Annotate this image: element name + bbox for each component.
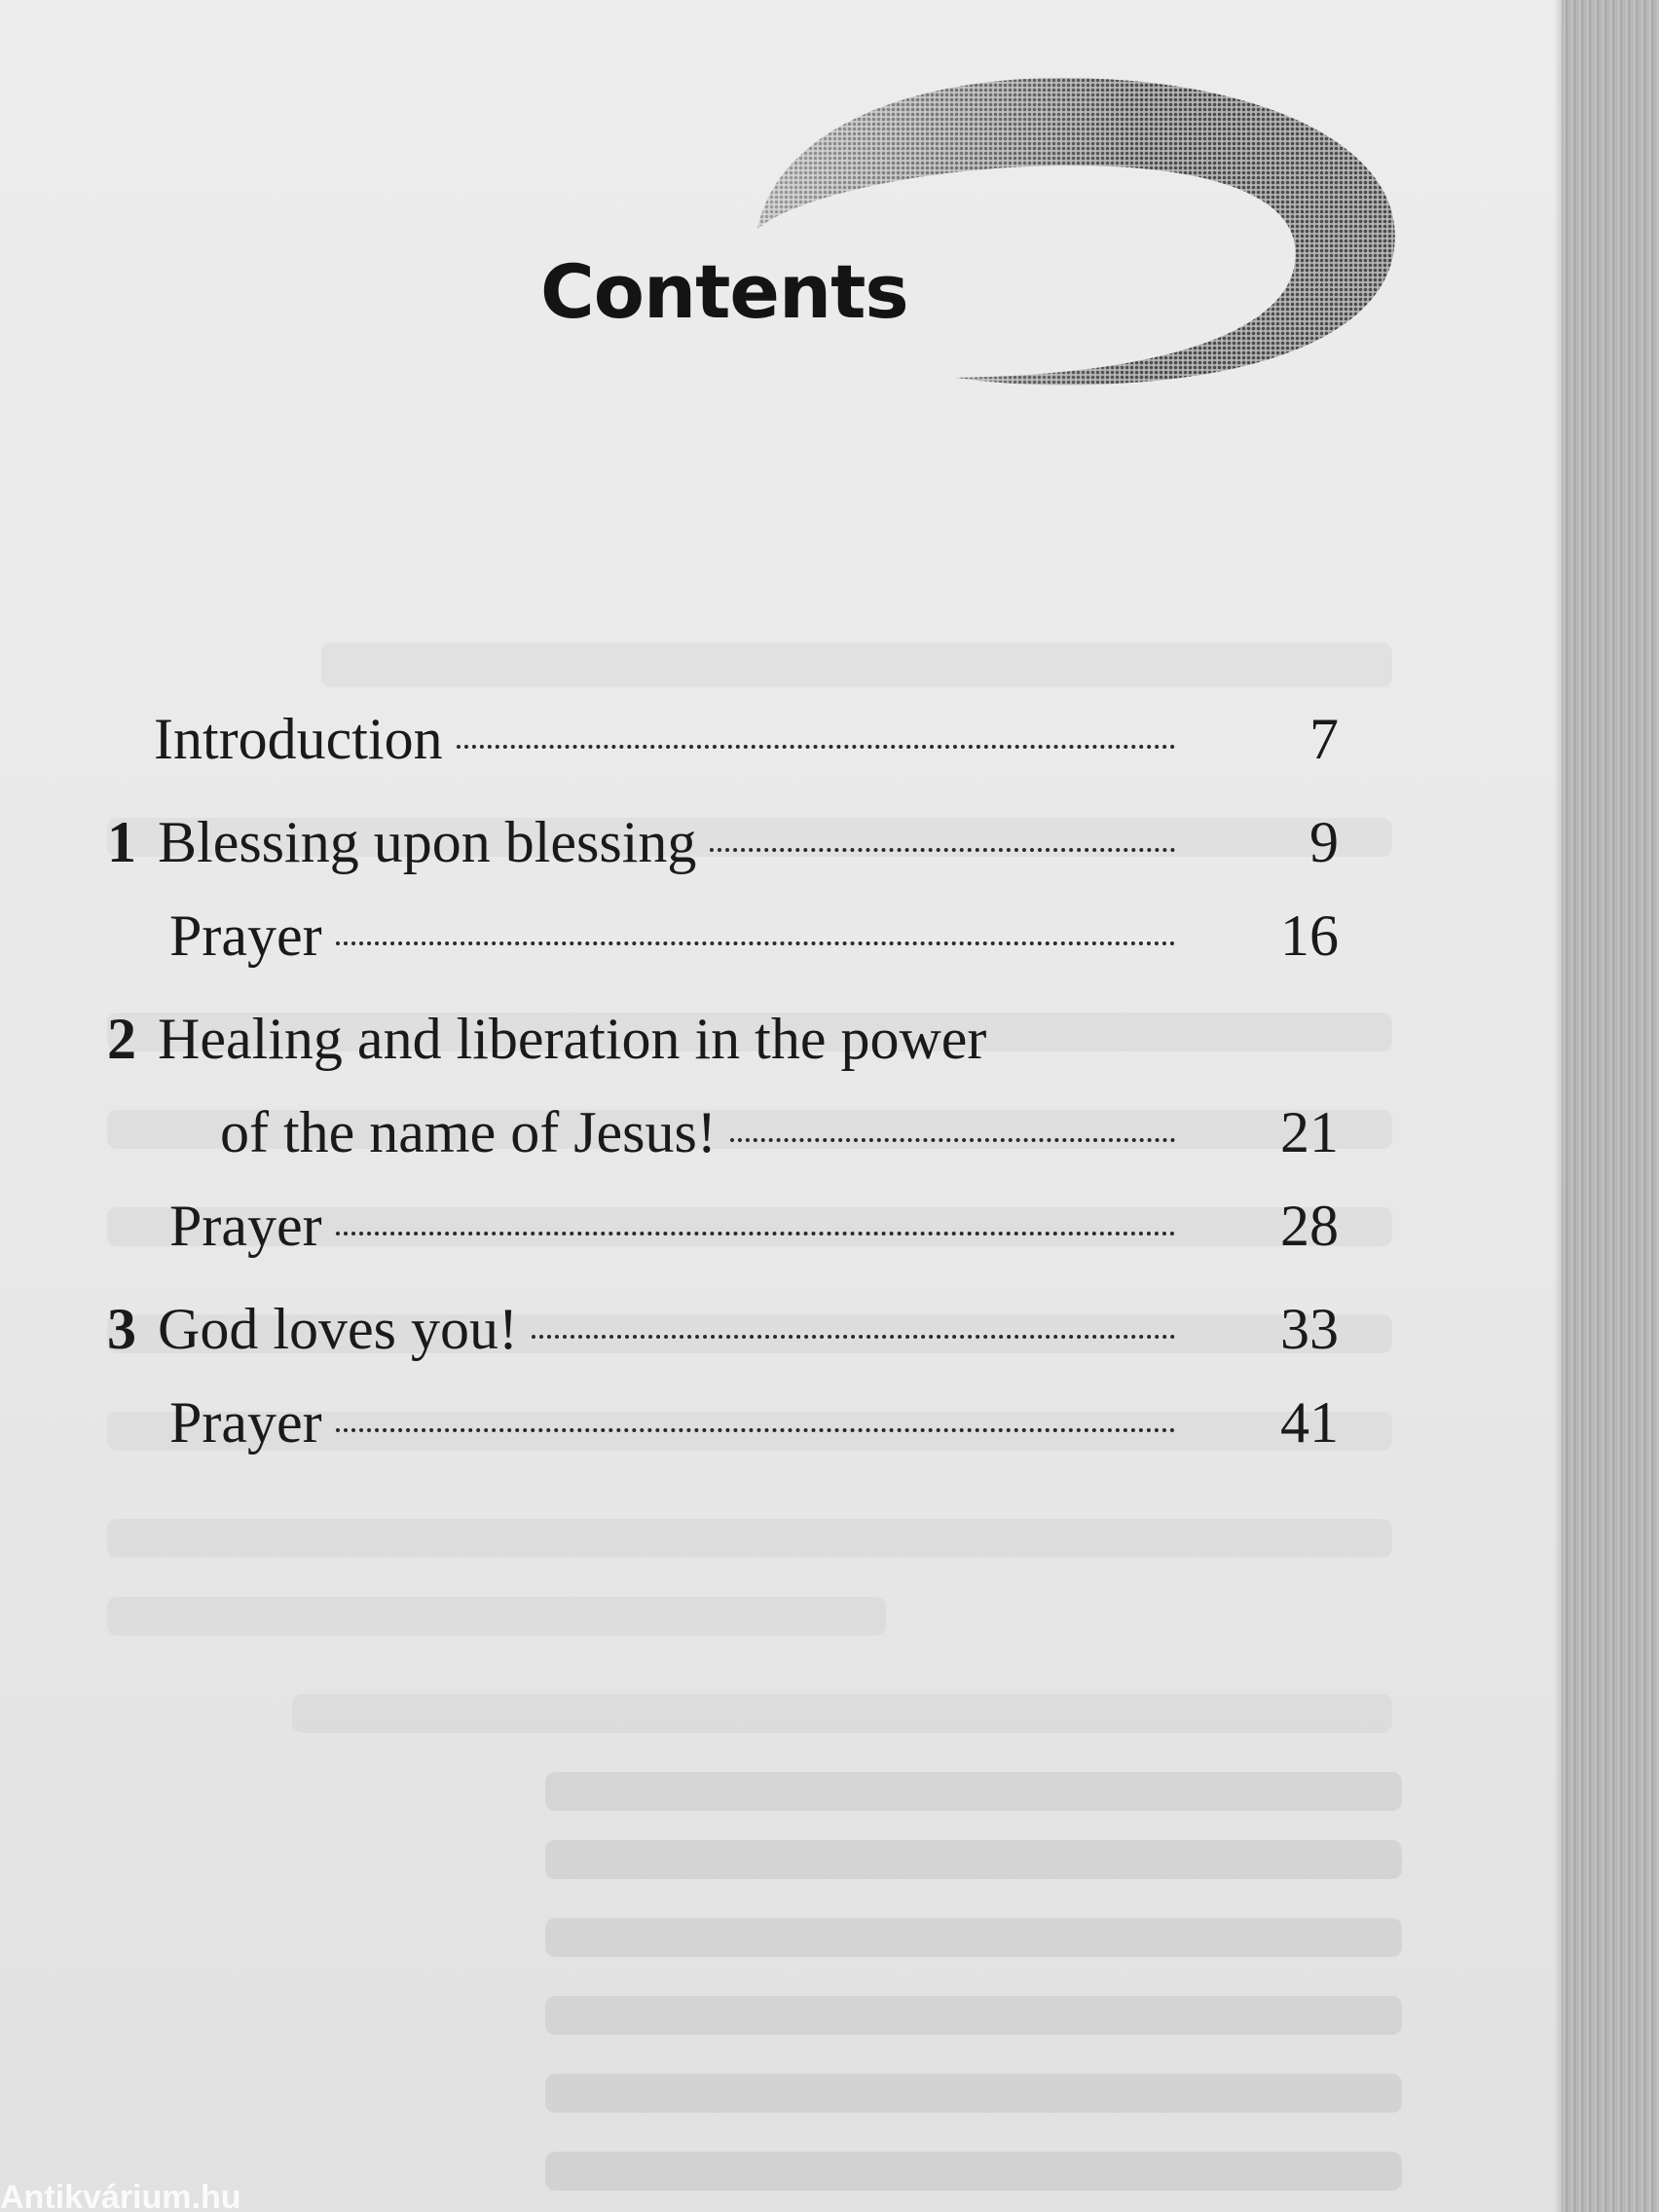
toc-entry-title-continued: of the name of Jesus! xyxy=(220,1100,717,1164)
toc-entry-chapter-1-prayer xyxy=(107,903,1339,996)
toc-entry-chapter-2 xyxy=(107,1006,1339,1099)
toc-entry-chapter-2-continued xyxy=(107,1099,1339,1193)
dot-leader xyxy=(730,1138,1175,1142)
toc-entry-title: Prayer xyxy=(169,1194,322,1258)
dot-leader xyxy=(336,1428,1175,1432)
toc-page-number: 28 xyxy=(1280,1194,1339,1258)
toc-chapter-number: 1 xyxy=(107,810,136,874)
toc-entry-title: Prayer xyxy=(169,1390,322,1455)
toc-entry-title: Blessing upon blessing xyxy=(158,810,697,874)
toc-page-number: 16 xyxy=(1280,903,1339,968)
page-stack-edge xyxy=(1562,0,1659,2212)
toc-entry-chapter-3-prayer xyxy=(107,1389,1339,1483)
toc-entry-title: Prayer xyxy=(169,903,322,968)
table-of-contents xyxy=(107,706,1339,1483)
toc-page-number: 41 xyxy=(1280,1390,1339,1455)
toc-entry-title: Healing and liberation in the power xyxy=(158,1007,987,1071)
toc-page-number: 21 xyxy=(1280,1100,1339,1164)
toc-chapter-number: 3 xyxy=(107,1297,136,1361)
toc-entry-introduction xyxy=(107,706,1339,799)
dot-leader xyxy=(710,848,1175,852)
watermark: Antikvárium.hu xyxy=(0,2179,241,2212)
toc-entry-chapter-2-prayer xyxy=(107,1193,1339,1286)
toc-entry-title: Introduction xyxy=(154,707,443,771)
dot-leader xyxy=(336,1232,1175,1235)
toc-chapter-number: 2 xyxy=(107,1007,136,1071)
toc-page-number: 7 xyxy=(1309,707,1339,771)
toc-entry-chapter-3 xyxy=(107,1296,1339,1389)
page-title: Contents xyxy=(540,248,908,335)
dot-leader xyxy=(457,745,1175,749)
toc-page-number: 9 xyxy=(1309,810,1339,874)
toc-entry-title: God loves you! xyxy=(158,1297,518,1361)
dot-leader xyxy=(336,941,1175,945)
toc-entry-chapter-1 xyxy=(107,809,1339,903)
toc-page-number: 33 xyxy=(1280,1297,1339,1361)
swoosh-ornament xyxy=(740,68,1402,399)
dot-leader xyxy=(532,1335,1175,1339)
